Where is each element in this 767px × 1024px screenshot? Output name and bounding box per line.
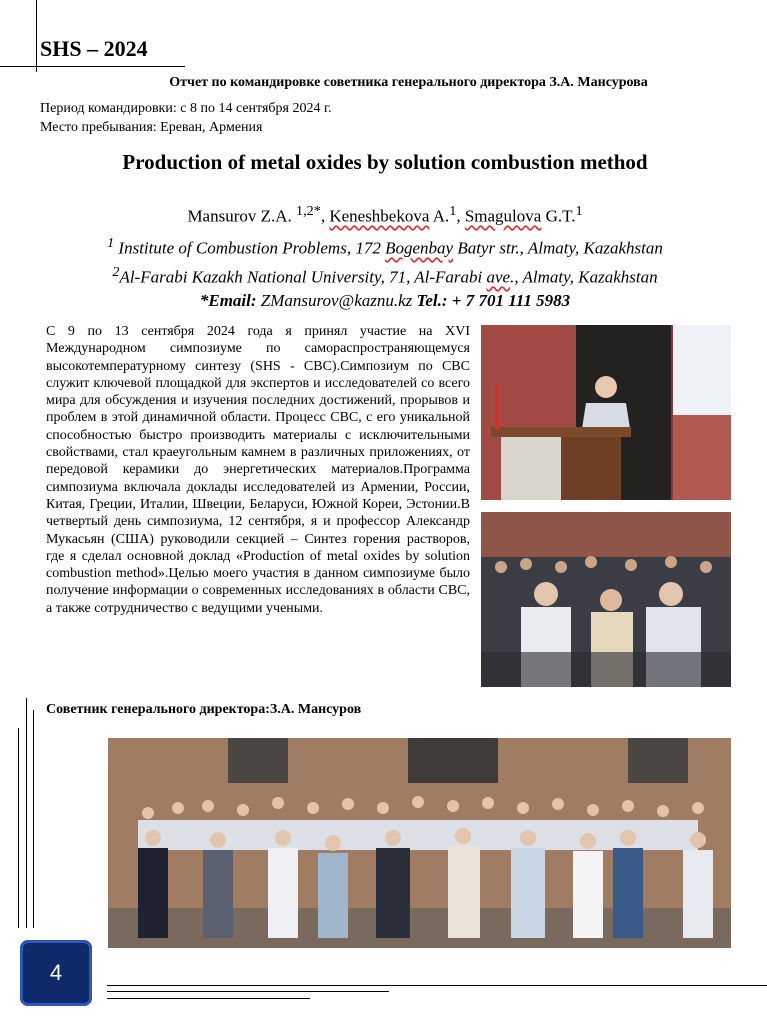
left-rule-2 <box>26 698 27 928</box>
footer-rule-3 <box>107 998 310 999</box>
contact-line: *Email: ZMansurov@kaznu.kz Tel.: + 7 701 111 5983 <box>199 291 571 310</box>
header-rule <box>0 66 185 67</box>
frame-left-line <box>36 0 37 72</box>
paper-authors: Mansurov Z.A. $^{1,2*}$, Keneshbekova A.$^1$, Smagulova G.T.$^1$ <box>187 203 583 226</box>
trip-period: Период командировки: с 8 по 14 сентября 2024 г. <box>40 101 332 116</box>
paper-title: Production of metal oxides by solution combustion method <box>122 150 648 174</box>
affiliation-1: $^1$ Institute of Combustion Problems, 172 Bogenbay Batyr str., Almaty, Kazakhstan <box>107 235 663 258</box>
signature: Советник генерального директора:З.А. Мансуров <box>46 702 362 717</box>
report-body-text: С 9 по 13 сентября 2024 года я принял участие на XVI Международном симпозиуме по самораспространяющемуся высокотемпературному синтезу (SHS - СВС).Симпозиум по СВС служит ключевой площадкой для экспертов и исследователей со всего мира для обсуждения и изучения последних достижений, прорывов и проблем в этой динамичной области. Процесс СВС, с его уникальной способностью быстро производить материалы с исключительными свойствами, стал краеугольным камнем в различных приложениях, от передовой керамики до энергетических материалов.Программа симпозиума включала доклады исследователей из Армении, России, Китая, Греции, Италии, Швеции, Беларуси, Южной Кореи, Эстонии.В четвертый день симпозиума, 12 сентября, я и профессор Александр Мукасьян (США) руководили секцией – Синтез горения растворов, где я сделал основной доклад «Production of metal oxides by solution combustion method».Целью моего участия в данном симпозиуме было получение информации о современных исследованиях в области СВС, а также сотрудничество с ведущими учеными. <box>46 324 470 616</box>
report-title: Отчет по командировке советника генерального директора З.А. Мансурова <box>169 75 648 90</box>
conference-title: SHS – 2024 <box>40 36 148 61</box>
footer-rule-1 <box>107 985 767 986</box>
left-rule-3 <box>33 710 34 928</box>
affiliation-2: $^2$Al-Farabi Kazakh National University, 71, Al-Farabi ave., Almaty, Kazakhstan <box>112 264 658 287</box>
page-number-badge: 4 <box>20 940 92 1006</box>
speaker-photo <box>481 325 731 500</box>
left-rule-1 <box>18 728 19 928</box>
footer-rule-2 <box>107 991 389 992</box>
audience-photo <box>481 512 731 687</box>
group-photo <box>108 738 731 948</box>
trip-location: Место пребывания: Ереван, Армения <box>40 120 263 135</box>
